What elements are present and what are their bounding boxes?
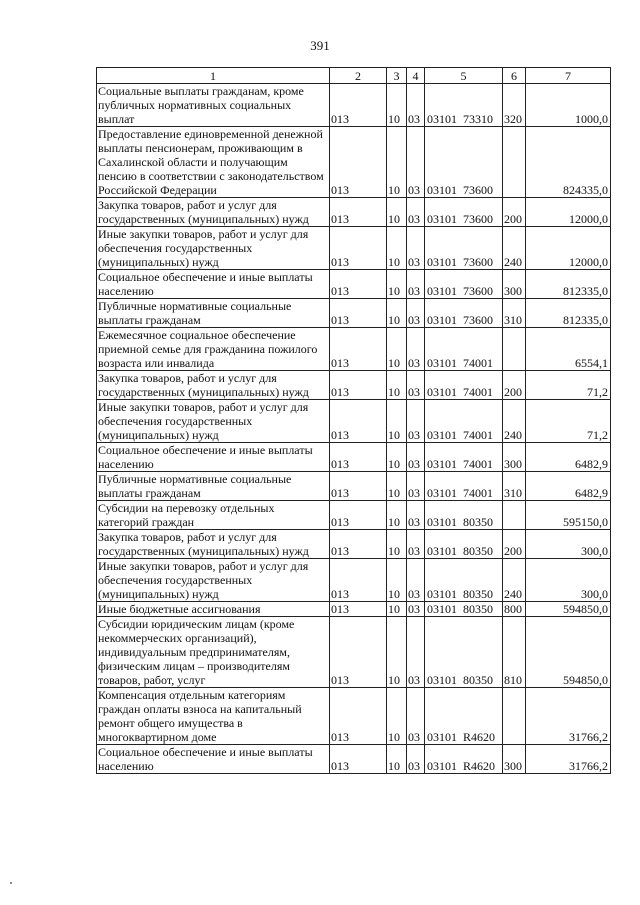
header-col-1: 1 bbox=[97, 68, 330, 84]
row-expense-cell: 240 bbox=[503, 227, 526, 270]
row-section-cell: 10 bbox=[387, 472, 407, 501]
row-ministry-cell: 013 bbox=[330, 602, 387, 617]
row-name-cell: Субсидии юридическим лицам (кроме некоммерческих организаций), индивидуальным предпринимателям, физическим лицам – производителям товаров, работ, услуг bbox=[97, 617, 330, 688]
row-target-direction: 73600 bbox=[463, 284, 493, 298]
row-target-program: 03101 bbox=[427, 486, 457, 500]
row-expense-cell: 800 bbox=[503, 602, 526, 617]
row-subsection-cell: 03 bbox=[407, 501, 425, 530]
row-name-cell: Иные закупки товаров, работ и услуг для обеспечения государственных (муниципальных) нужд bbox=[97, 559, 330, 602]
row-target-direction: 80350 bbox=[463, 602, 493, 616]
table-row bbox=[97, 270, 611, 299]
row-subsection-cell: 03 bbox=[407, 602, 425, 617]
row-subsection-cell: 03 bbox=[407, 443, 425, 472]
row-expense-cell: 240 bbox=[503, 400, 526, 443]
row-name-cell: Закупка товаров, работ и услуг для государственных (муниципальных) нужд bbox=[97, 371, 330, 400]
row-subsection-cell: 03 bbox=[407, 198, 425, 227]
row-target-program: 03101 bbox=[427, 587, 457, 601]
row-section-cell: 10 bbox=[387, 371, 407, 400]
row-target-direction: 73310 bbox=[463, 112, 493, 126]
row-ministry-cell: 013 bbox=[330, 270, 387, 299]
row-expense-cell: 310 bbox=[503, 299, 526, 328]
row-ministry-cell: 013 bbox=[330, 617, 387, 688]
row-expense-cell: 200 bbox=[503, 530, 526, 559]
row-section-cell: 10 bbox=[387, 270, 407, 299]
row-amount-cell: 595150,0 bbox=[526, 501, 611, 530]
row-name-cell: Иные закупки товаров, работ и услуг для обеспечения государственных (муниципальных) нужд bbox=[97, 400, 330, 443]
row-expense-cell: 240 bbox=[503, 559, 526, 602]
row-subsection-cell: 03 bbox=[407, 617, 425, 688]
table-row bbox=[97, 443, 611, 472]
row-section-cell: 10 bbox=[387, 559, 407, 602]
header-col-6: 6 bbox=[503, 68, 526, 84]
row-amount-cell: 71,2 bbox=[526, 371, 611, 400]
table-row bbox=[97, 371, 611, 400]
row-ministry-cell: 013 bbox=[330, 443, 387, 472]
row-target-direction: 74001 bbox=[463, 428, 493, 442]
row-expense-cell: 300 bbox=[503, 443, 526, 472]
row-name-cell: Социальные выплаты гражданам, кроме публичных нормативных социальных выплат bbox=[97, 84, 330, 127]
row-section-cell: 10 bbox=[387, 602, 407, 617]
row-amount-cell: 300,0 bbox=[526, 559, 611, 602]
row-target-direction: 80350 bbox=[463, 544, 493, 558]
row-subsection-cell: 03 bbox=[407, 559, 425, 602]
table-row bbox=[97, 198, 611, 227]
row-ministry-cell: 013 bbox=[330, 501, 387, 530]
row-expense-cell: 200 bbox=[503, 371, 526, 400]
row-target-program: 03101 bbox=[427, 428, 457, 442]
row-section-cell: 10 bbox=[387, 617, 407, 688]
row-section-cell: 10 bbox=[387, 400, 407, 443]
table-row bbox=[97, 617, 611, 688]
table-row bbox=[97, 127, 611, 198]
row-target-program: 03101 bbox=[427, 730, 457, 744]
row-amount-cell: 594850,0 bbox=[526, 602, 611, 617]
row-target-code-cell bbox=[425, 198, 503, 227]
row-amount-cell: 31766,2 bbox=[526, 688, 611, 745]
row-ministry-cell: 013 bbox=[330, 530, 387, 559]
row-target-direction: 73600 bbox=[463, 255, 493, 269]
row-amount-cell: 71,2 bbox=[526, 400, 611, 443]
row-target-program: 03101 bbox=[427, 544, 457, 558]
row-section-cell: 10 bbox=[387, 688, 407, 745]
row-subsection-cell: 03 bbox=[407, 270, 425, 299]
row-ministry-cell: 013 bbox=[330, 127, 387, 198]
table-header-row bbox=[97, 68, 611, 84]
row-subsection-cell: 03 bbox=[407, 299, 425, 328]
row-target-direction: 80350 bbox=[463, 515, 493, 529]
row-target-program: 03101 bbox=[427, 284, 457, 298]
row-target-code-cell bbox=[425, 602, 503, 617]
header-col-3: 3 bbox=[387, 68, 407, 84]
row-amount-cell: 824335,0 bbox=[526, 127, 611, 198]
row-amount-cell: 12000,0 bbox=[526, 198, 611, 227]
row-name-cell: Иные закупки товаров, работ и услуг для обеспечения государственных (муниципальных) нужд bbox=[97, 227, 330, 270]
row-target-program: 03101 bbox=[427, 183, 457, 197]
row-section-cell: 10 bbox=[387, 745, 407, 774]
row-target-code-cell bbox=[425, 84, 503, 127]
page-number: 391 bbox=[310, 38, 330, 53]
row-target-program: 03101 bbox=[427, 112, 457, 126]
row-target-program: 03101 bbox=[427, 515, 457, 529]
row-target-direction: R4620 bbox=[463, 759, 496, 773]
row-expense-cell bbox=[503, 501, 526, 530]
row-ministry-cell: 013 bbox=[330, 299, 387, 328]
row-target-code-cell bbox=[425, 400, 503, 443]
row-name-cell: Ежемесячное социальное обеспечение приемной семье для гражданина пожилого возраста или инвалида bbox=[97, 328, 330, 371]
row-expense-cell bbox=[503, 328, 526, 371]
row-expense-cell: 300 bbox=[503, 745, 526, 774]
row-target-direction: 73600 bbox=[463, 313, 493, 327]
row-section-cell: 10 bbox=[387, 530, 407, 559]
row-expense-cell: 200 bbox=[503, 198, 526, 227]
row-subsection-cell: 03 bbox=[407, 328, 425, 371]
row-section-cell: 10 bbox=[387, 299, 407, 328]
row-amount-cell: 12000,0 bbox=[526, 227, 611, 270]
row-ministry-cell: 013 bbox=[330, 227, 387, 270]
row-subsection-cell: 03 bbox=[407, 745, 425, 774]
row-ministry-cell: 013 bbox=[330, 198, 387, 227]
row-expense-cell bbox=[503, 127, 526, 198]
row-target-code-cell bbox=[425, 299, 503, 328]
row-name-cell: Публичные нормативные социальные выплаты гражданам bbox=[97, 472, 330, 501]
row-subsection-cell: 03 bbox=[407, 84, 425, 127]
row-target-code-cell bbox=[425, 127, 503, 198]
row-expense-cell: 320 bbox=[503, 84, 526, 127]
row-target-program: 03101 bbox=[427, 673, 457, 687]
row-section-cell: 10 bbox=[387, 127, 407, 198]
row-target-program: 03101 bbox=[427, 313, 457, 327]
row-subsection-cell: 03 bbox=[407, 688, 425, 745]
row-section-cell: 10 bbox=[387, 328, 407, 371]
row-target-program: 03101 bbox=[427, 385, 457, 399]
header-col-5: 5 bbox=[425, 68, 503, 84]
row-ministry-cell: 013 bbox=[330, 84, 387, 127]
row-target-program: 03101 bbox=[427, 212, 457, 226]
row-name-cell: Социальное обеспечение и иные выплаты населению bbox=[97, 745, 330, 774]
table-row bbox=[97, 602, 611, 617]
row-target-code-cell bbox=[425, 501, 503, 530]
row-target-direction: 80350 bbox=[463, 587, 493, 601]
row-target-direction: 74001 bbox=[463, 457, 493, 471]
row-target-direction: 74001 bbox=[463, 385, 493, 399]
row-target-program: 03101 bbox=[427, 759, 457, 773]
table-row bbox=[97, 559, 611, 602]
table-row bbox=[97, 745, 611, 774]
row-target-code-cell bbox=[425, 530, 503, 559]
row-amount-cell: 6482,9 bbox=[526, 443, 611, 472]
row-target-direction: 74001 bbox=[463, 356, 493, 370]
row-target-program: 03101 bbox=[427, 255, 457, 269]
row-subsection-cell: 03 bbox=[407, 530, 425, 559]
row-target-program: 03101 bbox=[427, 457, 457, 471]
row-target-code-cell bbox=[425, 745, 503, 774]
table-row bbox=[97, 299, 611, 328]
row-ministry-cell: 013 bbox=[330, 559, 387, 602]
table-row bbox=[97, 328, 611, 371]
row-name-cell: Социальное обеспечение и иные выплаты населению bbox=[97, 443, 330, 472]
row-target-direction: 73600 bbox=[463, 212, 493, 226]
scan-dot bbox=[10, 882, 12, 884]
row-section-cell: 10 bbox=[387, 443, 407, 472]
header-col-2: 2 bbox=[330, 68, 387, 84]
budget-table bbox=[96, 67, 611, 774]
row-amount-cell: 594850,0 bbox=[526, 617, 611, 688]
row-ministry-cell: 013 bbox=[330, 472, 387, 501]
row-expense-cell: 300 bbox=[503, 270, 526, 299]
row-ministry-cell: 013 bbox=[330, 371, 387, 400]
row-target-direction: 80350 bbox=[463, 673, 493, 687]
row-ministry-cell: 013 bbox=[330, 688, 387, 745]
row-target-direction: 73600 bbox=[463, 183, 493, 197]
row-target-direction: 74001 bbox=[463, 486, 493, 500]
row-target-code-cell bbox=[425, 559, 503, 602]
row-name-cell: Иные бюджетные ассигнования bbox=[97, 602, 330, 617]
row-target-code-cell bbox=[425, 688, 503, 745]
table-row bbox=[97, 84, 611, 127]
row-name-cell: Предоставление единовременной денежной выплаты пенсионерам, проживающим в Сахалинской области и получающим пенсию в соответствии с законодательством Российской Федерации bbox=[97, 127, 330, 198]
row-section-cell: 10 bbox=[387, 84, 407, 127]
row-target-code-cell bbox=[425, 371, 503, 400]
row-target-code-cell bbox=[425, 472, 503, 501]
header-col-4: 4 bbox=[407, 68, 425, 84]
row-ministry-cell: 013 bbox=[330, 745, 387, 774]
table-row bbox=[97, 688, 611, 745]
row-name-cell: Закупка товаров, работ и услуг для государственных (муниципальных) нужд bbox=[97, 530, 330, 559]
table-row bbox=[97, 227, 611, 270]
row-target-direction: R4620 bbox=[463, 730, 496, 744]
row-amount-cell: 812335,0 bbox=[526, 299, 611, 328]
row-name-cell: Социальное обеспечение и иные выплаты населению bbox=[97, 270, 330, 299]
row-subsection-cell: 03 bbox=[407, 371, 425, 400]
row-target-code-cell bbox=[425, 617, 503, 688]
row-target-code-cell bbox=[425, 270, 503, 299]
row-amount-cell: 6554,1 bbox=[526, 328, 611, 371]
row-amount-cell: 31766,2 bbox=[526, 745, 611, 774]
row-subsection-cell: 03 bbox=[407, 127, 425, 198]
row-target-code-cell bbox=[425, 443, 503, 472]
row-target-program: 03101 bbox=[427, 356, 457, 370]
table-row bbox=[97, 530, 611, 559]
row-amount-cell: 6482,9 bbox=[526, 472, 611, 501]
row-target-program: 03101 bbox=[427, 602, 457, 616]
row-name-cell: Публичные нормативные социальные выплаты гражданам bbox=[97, 299, 330, 328]
row-expense-cell: 310 bbox=[503, 472, 526, 501]
row-amount-cell: 300,0 bbox=[526, 530, 611, 559]
table-row bbox=[97, 472, 611, 501]
row-name-cell: Компенсация отдельным категориям граждан оплаты взноса на капитальный ремонт общего имущества в многоквартирном доме bbox=[97, 688, 330, 745]
row-expense-cell bbox=[503, 688, 526, 745]
table-body bbox=[97, 68, 611, 774]
row-target-code-cell bbox=[425, 328, 503, 371]
row-ministry-cell: 013 bbox=[330, 400, 387, 443]
row-expense-cell: 810 bbox=[503, 617, 526, 688]
row-section-cell: 10 bbox=[387, 198, 407, 227]
row-subsection-cell: 03 bbox=[407, 472, 425, 501]
row-subsection-cell: 03 bbox=[407, 400, 425, 443]
header-col-7: 7 bbox=[526, 68, 611, 84]
row-name-cell: Закупка товаров, работ и услуг для государственных (муниципальных) нужд bbox=[97, 198, 330, 227]
row-section-cell: 10 bbox=[387, 501, 407, 530]
row-subsection-cell: 03 bbox=[407, 227, 425, 270]
table-row bbox=[97, 400, 611, 443]
row-section-cell: 10 bbox=[387, 227, 407, 270]
row-ministry-cell: 013 bbox=[330, 328, 387, 371]
row-target-code-cell bbox=[425, 227, 503, 270]
table-row bbox=[97, 501, 611, 530]
row-name-cell: Субсидии на перевозку отдельных категорий граждан bbox=[97, 501, 330, 530]
row-amount-cell: 1000,0 bbox=[526, 84, 611, 127]
row-amount-cell: 812335,0 bbox=[526, 270, 611, 299]
